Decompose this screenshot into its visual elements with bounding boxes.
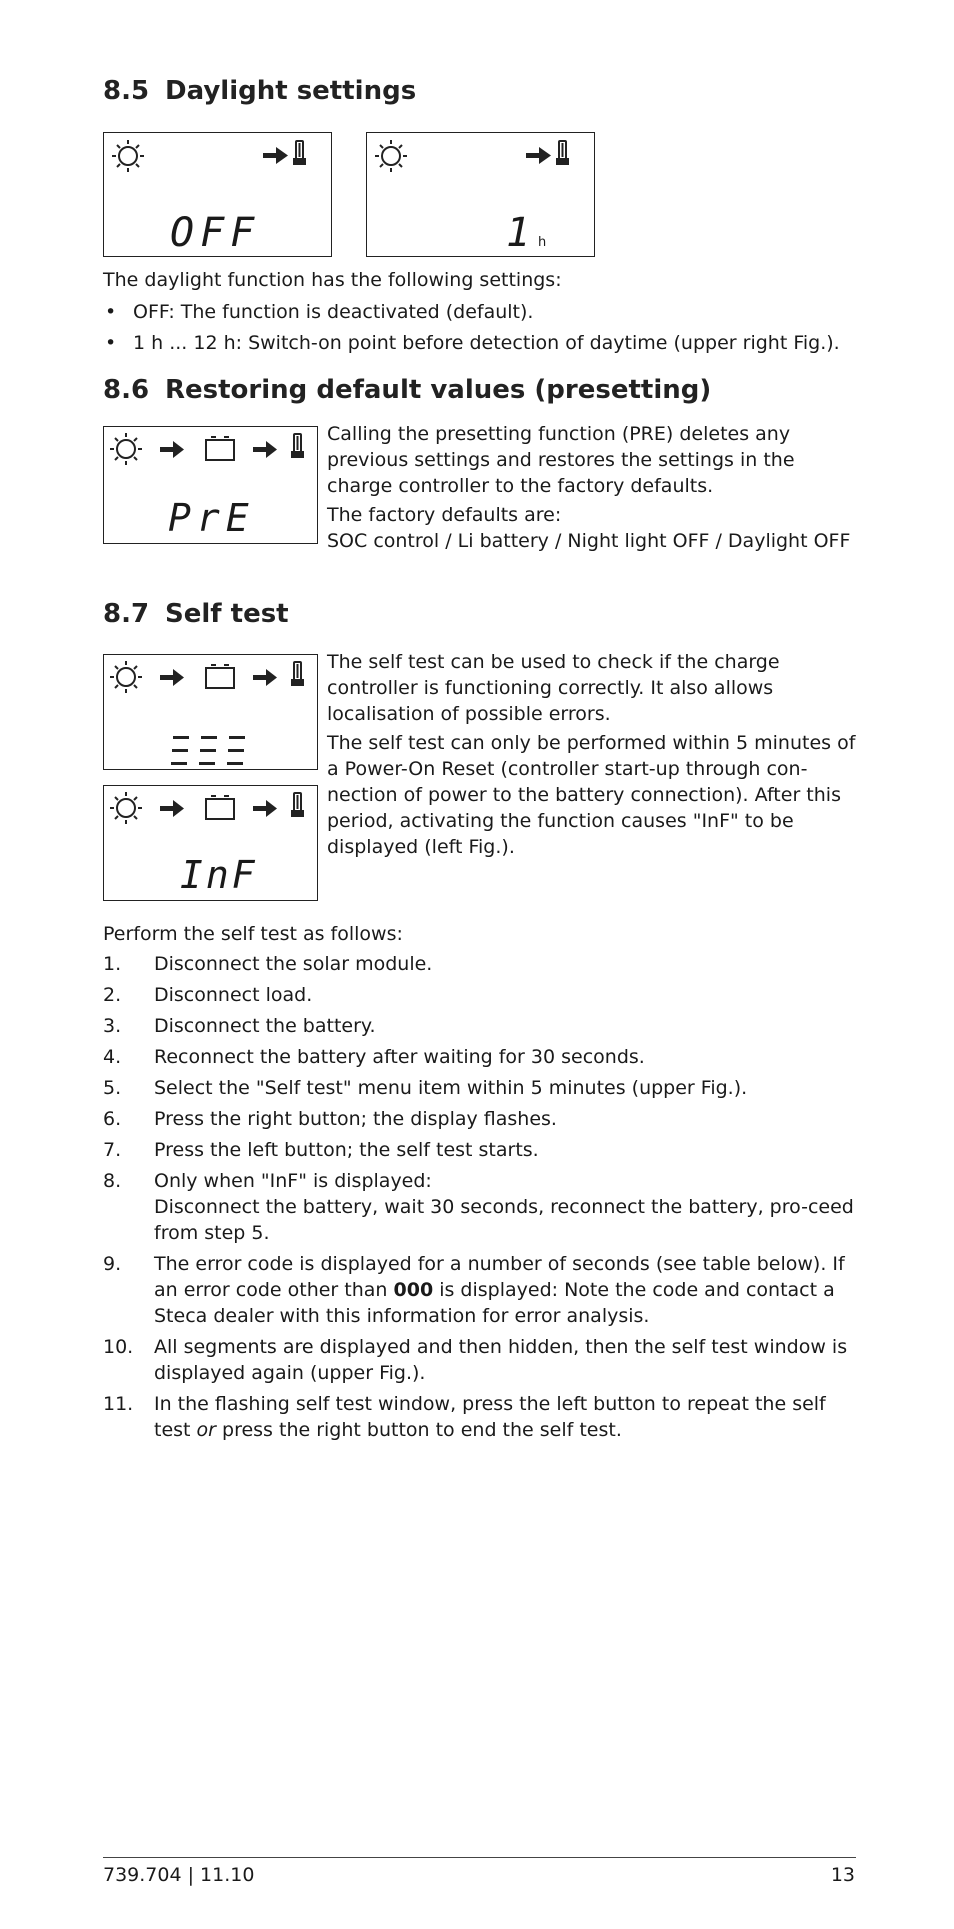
step-text: Disconnect the battery.: [154, 1015, 376, 1037]
lamp-icon: [292, 434, 303, 457]
error-code-ok: 000: [393, 1279, 434, 1301]
lcd-unit: h: [538, 235, 547, 250]
step-text: Disconnect load.: [154, 984, 313, 1006]
paragraph: The factory defaults are:: [327, 504, 562, 526]
section-title: Self test: [165, 599, 289, 629]
section-title: Restoring default values (presetting): [165, 375, 712, 405]
self-test-intro: Perform the self test as follows:: [103, 923, 403, 945]
lcd-daylight-1h: [366, 132, 595, 257]
sun-icon: [112, 140, 144, 172]
emphasis: or: [196, 1419, 216, 1441]
step-text: Press the left button; the self test starts.: [154, 1139, 539, 1161]
arrow-right-icon: [160, 800, 184, 817]
list-item: [103, 1106, 863, 1132]
lcd-daylight-off: [103, 132, 332, 257]
step-text: Reconnect the battery after waiting for 30 seconds.: [154, 1046, 645, 1068]
sun-icon: [110, 433, 142, 465]
section-title: Daylight settings: [165, 76, 417, 106]
sun-icon: [110, 792, 142, 824]
paragraph: SOC control / Li battery / Night light OFF / Daylight OFF: [327, 530, 851, 552]
step-text: Only when "InF" is displayed:: [154, 1170, 432, 1192]
list-item: [103, 1334, 863, 1386]
section-number: 8.7: [103, 599, 150, 629]
presetting-text: [327, 421, 857, 554]
list-item: • 1 h ... 12 h: Switch-on point before detection of daytime (upper right Fig.).: [103, 328, 840, 359]
lamp-icon: [292, 662, 303, 685]
step-number: 8.: [103, 1170, 122, 1192]
self-test-steps: [103, 951, 863, 1448]
lcd-self-test: [103, 654, 318, 770]
section-heading-8-6: [103, 375, 711, 405]
step-number: 1.: [103, 953, 122, 975]
section-number: 8.5: [103, 76, 150, 106]
list-item: [103, 1137, 863, 1163]
battery-icon: [206, 665, 234, 688]
step-text: In the flashing self test window, press the left button to repeat the self test: [154, 1393, 826, 1441]
footer-divider: [103, 1857, 856, 1858]
section-number: 8.6: [103, 375, 150, 405]
segment-dashes-icon: [171, 736, 245, 765]
step-number: 9.: [103, 1253, 122, 1275]
step-number: 7.: [103, 1139, 122, 1161]
arrow-right-icon: [526, 147, 551, 164]
paragraph: The self test can be used to check if the charge controller is functioning correctly. It also allows localisation of possible errors.: [327, 651, 780, 725]
step-number: 4.: [103, 1046, 122, 1068]
list-item: [103, 1013, 863, 1039]
arrow-right-icon: [160, 441, 184, 458]
arrow-right-icon: [253, 669, 277, 686]
step-text: Select the "Self test" menu item within 5 minutes (upper Fig.).: [154, 1077, 748, 1099]
step-number: 10.: [103, 1336, 134, 1358]
step-text: Press the right button; the display flashes.: [154, 1108, 557, 1130]
arrow-right-icon: [160, 669, 184, 686]
step-number: 3.: [103, 1015, 122, 1037]
page-number: 13: [830, 1864, 855, 1886]
step-number: 11.: [103, 1393, 134, 1415]
arrow-right-icon: [263, 147, 288, 164]
list-item: • OFF: The function is deactivated (default).: [103, 297, 840, 328]
step-text: All segments are displayed and then hidden, then the self test window is displayed again (upper Fig.).: [154, 1336, 848, 1384]
sun-icon: [375, 140, 407, 172]
list-item: [103, 982, 863, 1008]
arrow-right-icon: [253, 800, 277, 817]
daylight-intro: The daylight function has the following settings:: [103, 269, 562, 291]
lamp-icon: [292, 793, 303, 816]
lamp-icon: [557, 141, 568, 164]
section-heading-8-7: [103, 599, 289, 629]
footer-doc-number: 739.704 | 11.10: [103, 1864, 255, 1886]
list-item: [103, 1168, 863, 1246]
lamp-icon: [294, 141, 305, 164]
lcd-segment-value: OFF: [170, 210, 261, 256]
daylight-settings-list: [103, 297, 840, 359]
sun-icon: [110, 661, 142, 693]
list-item: [103, 1075, 863, 1101]
self-test-text: [327, 649, 857, 860]
battery-icon: [206, 796, 234, 819]
step-number: 2.: [103, 984, 122, 1006]
step-text: press the right button to end the self test.: [215, 1419, 622, 1441]
step-number: 6.: [103, 1108, 122, 1130]
step-text: is displayed: Note the code and contact a Steca dealer with this information for error analysis.: [154, 1279, 835, 1327]
lcd-segment-value: InF: [180, 853, 258, 897]
step-number: 5.: [103, 1077, 122, 1099]
step-text: Disconnect the battery, wait 30 seconds, reconnect the battery, pro-ceed from step 5.: [154, 1196, 854, 1244]
arrow-right-icon: [253, 441, 277, 458]
lcd-segment-value: PrE: [168, 496, 255, 540]
lcd-segment-value: 1: [506, 210, 531, 256]
list-item: [103, 1044, 863, 1070]
paragraph: Calling the presetting function (PRE) deletes any previous settings and restores the settings in the charge controller to the factory defaults.: [327, 423, 795, 497]
lcd-presetting: [103, 426, 318, 544]
battery-icon: [206, 437, 234, 460]
section-heading-8-5: [103, 76, 416, 106]
step-text: Disconnect the solar module.: [154, 953, 433, 975]
paragraph: The self test can only be performed within 5 minutes of a Power-On Reset (controller start-up through con-nection of power to the battery connection). After this period, activating the function causes "InF" to be displayed (left Fig.).: [327, 732, 856, 858]
lcd-inf: [103, 785, 318, 901]
list-item: [103, 951, 863, 977]
list-item: [103, 1251, 863, 1329]
list-item: [103, 1391, 863, 1443]
step-text: The error code is displayed for a number of seconds (see table below). If an error code other than: [154, 1253, 845, 1301]
